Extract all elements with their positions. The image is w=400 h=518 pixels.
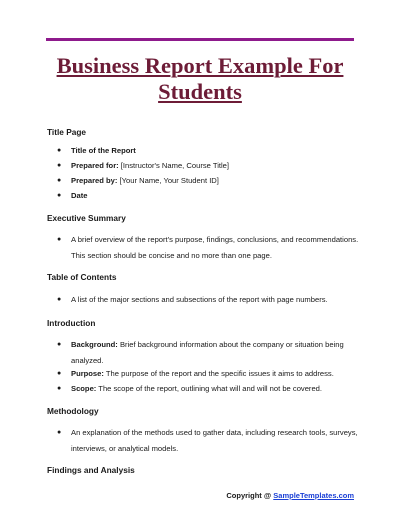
item-text: [Your Name, Your Student ID] [117,176,219,185]
list-item [57,232,367,263]
sample-templates-link[interactable]: SampleTemplates.com [273,491,354,500]
top-accent-bar [46,38,354,41]
section-heading-executive-summary: Executive Summary [47,213,126,223]
item-label: Date [71,191,88,200]
item-text: [Instructor's Name, Course Title] [118,161,230,170]
section-heading-introduction: Introduction [47,318,96,328]
item-text: A brief overview of the report's purpose, findings, conclusions, and recommendations. This section should be concise and no more than one page. [71,235,359,260]
bullet-icon: ● [57,162,62,169]
bullet-icon: ● [57,429,62,436]
bullet-icon: ● [57,296,62,303]
bullet-icon: ● [57,177,62,184]
list-item [57,381,367,397]
document-title: Business Report Example For Students [56,53,344,104]
item-label: Scope: [71,384,97,393]
item-label: Background: [71,340,118,349]
item-label: Prepared by: [71,176,118,185]
copyright-text: Copyright @ [226,491,274,500]
item-label: Title of the Report [71,146,136,155]
bullet-icon: ● [57,370,62,377]
item-text: An explanation of the methods used to gather data, including research tools, surveys, interviews, or analytical models. [71,428,358,453]
list-item [57,337,367,368]
list-item [57,188,367,204]
list-item [57,366,367,382]
list-item [57,292,367,308]
list-item [57,173,367,189]
section-heading-findings-and-analysis: Findings and Analysis [47,465,135,475]
item-label: Purpose: [71,369,104,378]
item-text: Brief background information about the company or situation being analyzed. [71,340,344,365]
footer-copyright [226,491,354,500]
bullet-icon: ● [57,236,62,243]
item-text: The purpose of the report and the specific issues it aims to address. [103,369,334,378]
bullet-icon: ● [57,192,62,199]
item-text: A list of the major sections and subsections of the report with page numbers. [71,295,328,304]
item-label: Prepared for: [71,161,119,170]
bullet-icon: ● [57,147,62,154]
item-text: The scope of the report, outlining what will and will not be covered. [96,384,323,393]
bullet-icon: ● [57,385,62,392]
list-item [57,143,367,159]
list-item [57,158,367,174]
section-heading-methodology: Methodology [47,406,99,416]
list-item [57,425,367,456]
bullet-icon: ● [57,341,62,348]
section-heading-title-page: Title Page [47,127,87,137]
section-heading-table-of-contents: Table of Contents [47,272,117,282]
